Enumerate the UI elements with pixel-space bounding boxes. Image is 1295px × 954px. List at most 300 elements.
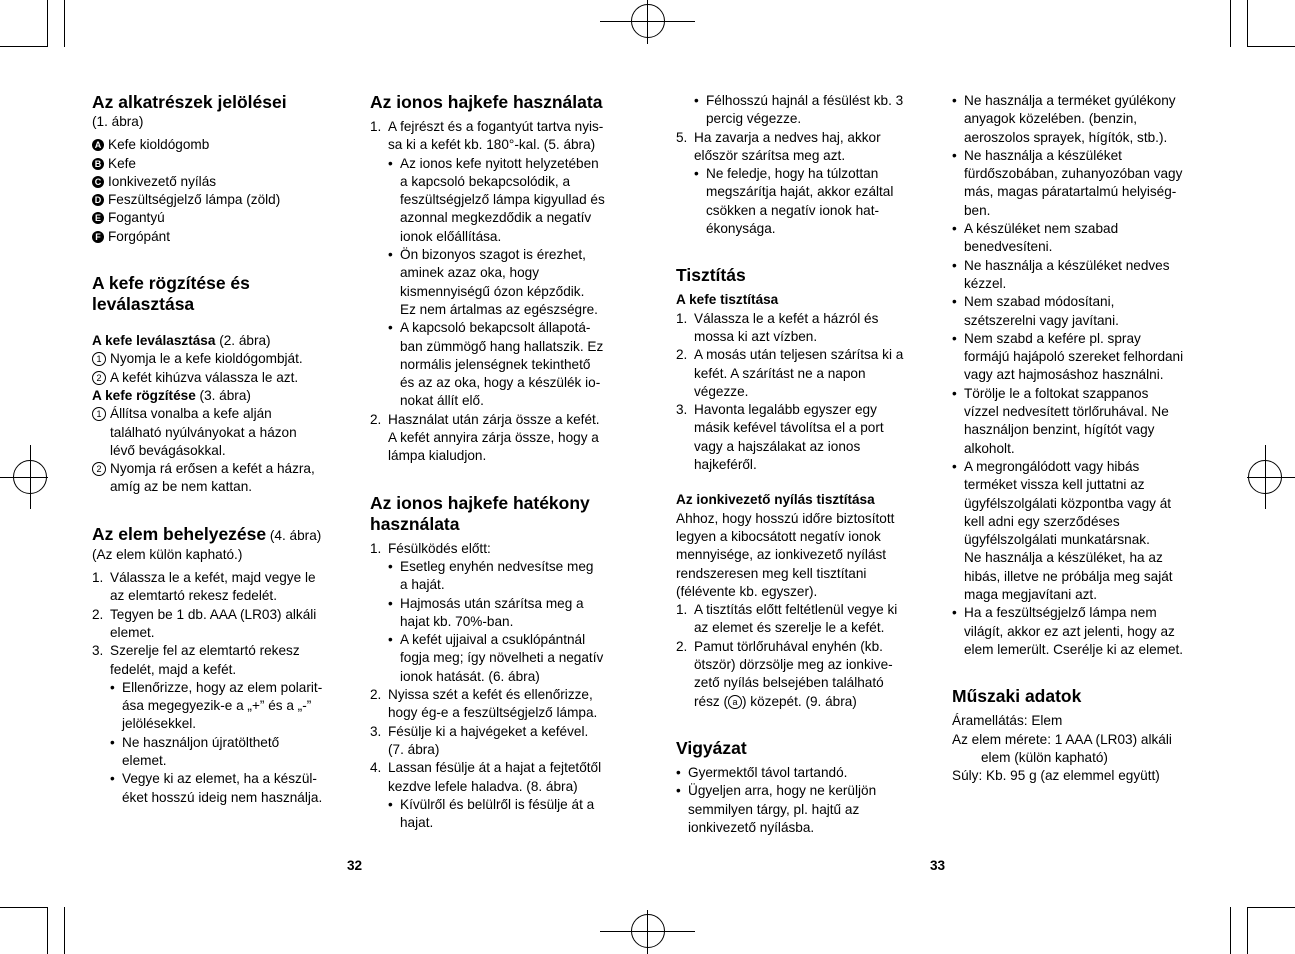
step-text <box>694 346 938 401</box>
bullet: • <box>694 166 699 182</box>
text-line: végezze. <box>694 383 749 399</box>
step-number: 2. <box>676 347 688 363</box>
parts-figure-ref: (1. ábra) <box>92 114 144 129</box>
part-label: Kefe kioldógomb <box>108 137 210 153</box>
text-line: A kefét ujjaival a csuklópántnál <box>400 632 586 648</box>
bullet: • <box>388 247 393 263</box>
text-line: A megrongálódott vagy hibás <box>964 458 1140 474</box>
column-1 <box>92 92 348 807</box>
text-line: Törölje le a foltokat szappanos <box>964 385 1149 401</box>
text-line: hajkeféről. <box>694 457 757 473</box>
text-line: Ne használja a terméket gyúlékony <box>964 93 1176 108</box>
text-line: Hajmosás után szárítsa meg a <box>400 595 584 611</box>
letter-badge: A <box>92 139 104 151</box>
bullet-item <box>952 330 1214 385</box>
step-text <box>110 405 297 460</box>
bullet: • <box>694 93 699 108</box>
step-number: 1. <box>370 540 382 556</box>
letter-badge: B <box>92 158 104 170</box>
text-line: Gyermektől távol tartandó. <box>688 764 848 780</box>
part-item <box>92 136 348 154</box>
bullet: • <box>952 605 957 621</box>
text-line: A készüléket nem szabad <box>964 221 1119 237</box>
bullet-item <box>388 558 628 595</box>
text-line: anyagok közelében. (benzin, <box>964 111 1138 127</box>
text-line: Az ionos kefe nyitott helyzetében <box>400 155 599 171</box>
text-line: a haját. <box>400 577 445 593</box>
bullet-text <box>122 734 348 771</box>
step-text <box>388 723 628 760</box>
bullet: • <box>388 632 393 648</box>
text-line: a kapcsoló bekapcsolódik, a <box>400 173 571 189</box>
text-line: lévő bevágásokkal. <box>110 442 226 458</box>
subheading-outlet-cleaning: Az ionkivezető nyílás tisztítása <box>676 492 875 508</box>
subheading-brush-cleaning: A kefe tisztítása <box>676 292 779 308</box>
numbered-step <box>92 642 348 679</box>
part-item <box>92 228 348 246</box>
text-line: Vegye ki az elemet, ha a készül- <box>122 771 317 787</box>
text-line: használjon benzint, hígítót vagy <box>964 422 1155 438</box>
text-line: ügyfélszolgálati központba vagy át <box>964 495 1172 511</box>
bullet-text <box>400 595 628 632</box>
numbered-step <box>676 401 938 474</box>
numbered-step <box>370 118 628 155</box>
heading-specs: Műszaki adatok <box>952 686 1082 707</box>
text-line: sa ki a kefét kb. 180°-kal. (5. ábra) <box>388 137 596 153</box>
bullet-item <box>694 92 938 129</box>
heading-effective-use <box>370 493 628 535</box>
text-line: Fésülje ki a hajvégeket a kefével. <box>388 723 589 739</box>
numbered-step <box>370 540 628 558</box>
bullet-item <box>952 293 1214 330</box>
text-line: mennyisége, az ionkivezető nyílást <box>676 547 887 563</box>
heading-line: leválasztása <box>92 294 195 315</box>
step-number: 2 <box>92 371 106 385</box>
text-line: Esetleg enyhén nedvesítse meg <box>400 558 594 574</box>
text-line: vagy a hajszálakat az ionos <box>694 438 861 454</box>
text-line: Tegyen be 1 db. AAA (LR03) alkáli <box>110 606 317 622</box>
text-line: terméket vissza kell juttatni az <box>964 477 1145 493</box>
text-line: ionok hatását. (6. ábra) <box>400 668 540 684</box>
heading-line: használata <box>370 513 460 534</box>
step-number: 1. <box>370 119 382 134</box>
registration-mark <box>30 445 31 509</box>
subheading-attach <box>92 387 348 405</box>
step-number: 1. <box>676 310 688 326</box>
part-item <box>92 173 348 191</box>
step-number: 3. <box>370 723 382 739</box>
text-line: ionok előállítása. <box>400 228 502 244</box>
text-line: kezdve lefele haladva. (8. ábra) <box>388 778 578 794</box>
part-item <box>92 209 348 227</box>
step-text: Nyomja le a kefe kioldógombját. <box>110 351 303 367</box>
text-line: rész ( <box>694 693 728 709</box>
text-line: Állítsa vonalba a kefe alján <box>110 406 272 422</box>
text-line: éket hosszú ideig nem használja. <box>122 789 323 805</box>
part-label: Kefe <box>108 155 136 171</box>
step-number: 4. <box>370 760 382 776</box>
letter-badge: C <box>92 176 104 188</box>
text-line: (7. ábra) <box>388 741 440 757</box>
bullet-item <box>952 220 1214 257</box>
bullet: • <box>110 734 115 750</box>
text-line: Válassza le a kefét a házról és <box>694 310 879 326</box>
bullet-text <box>964 293 1214 330</box>
text-line: Nyomja rá erősen a kefét a házra, <box>110 461 315 477</box>
text-line: Nyissa szét a kefét és ellenőrizze, <box>388 687 593 703</box>
text-line: azonnal megkezdődik a negatív <box>400 210 592 226</box>
crop-mark <box>1230 907 1231 954</box>
bullet-text <box>400 319 628 410</box>
bullet-text <box>964 458 1214 604</box>
part-item <box>92 155 348 173</box>
part-item <box>92 191 348 209</box>
registration-mark <box>1265 445 1266 509</box>
bullet-item <box>388 796 628 833</box>
text-line: másik kefével távolítsa el a port <box>694 420 884 436</box>
text-line: fürdőszobában, zuhanyozóban vagy <box>964 166 1183 182</box>
numbered-step <box>370 759 628 796</box>
text-line: formájú hajápoló szereket felhordani <box>964 349 1184 365</box>
bullet-text <box>964 220 1214 257</box>
registration-mark <box>647 0 648 44</box>
text-line: az elemtartó rekesz fedelét. <box>110 588 277 604</box>
bullet: • <box>676 783 681 799</box>
step-text <box>388 686 628 723</box>
text-line: Ön bizonyos szagot is érezhet, <box>400 247 586 263</box>
bullet-text <box>964 385 1214 458</box>
text-line: Lassan fésülje át a hajat a fejtetőtől <box>388 760 602 776</box>
step-text: A kefét kihúzva válassza le azt. <box>110 369 299 385</box>
step-number: 1 <box>92 407 106 421</box>
step-text <box>694 401 938 474</box>
text-line: elem lemerült. Cserélje ki az elemet. <box>964 641 1184 657</box>
subheading-title: A kefe rögzítése <box>92 387 196 403</box>
text-line: vízzel nedvesített törlőruhával. Ne <box>964 404 1169 420</box>
numbered-step <box>370 411 628 466</box>
part-label: Feszültségjelző lámpa (zöld) <box>108 192 281 208</box>
numbered-step <box>676 638 938 711</box>
part-label: Fogantyú <box>108 210 165 226</box>
text-line: Pamut törlőruhával enyhén (kb. <box>694 638 883 654</box>
part-label: Forgópánt <box>108 228 170 244</box>
battery-note: (Az elem külön kapható.) <box>92 546 243 562</box>
numbered-step <box>676 601 938 638</box>
outlet-paragraph <box>676 510 938 601</box>
column-4 <box>952 92 1214 785</box>
bullet-item <box>952 147 1214 220</box>
text-line: percig végezze. <box>706 111 802 127</box>
text-line: amíg az be nem kattan. <box>110 479 253 495</box>
text-line: nokat állít elő. <box>400 393 484 409</box>
spec-weight: Súly: Kb. 95 g (az elemmel együtt) <box>952 768 1160 784</box>
heading-line: A kefe rögzítése és <box>92 273 250 294</box>
text-line: normális jelenségnek tekinthető <box>400 356 591 372</box>
text-line: semmilyen tárgy, pl. hajtű az <box>688 801 860 817</box>
text-line: ása megegyezik-e a „+” és a „-” <box>122 698 312 714</box>
bullet-item <box>952 604 1214 659</box>
text-line: és az az oka, hogy a készülék io- <box>400 375 601 391</box>
text-line: Ne használja a készüléket <box>964 147 1122 163</box>
numbered-step <box>92 606 348 643</box>
step-text <box>110 606 348 643</box>
text-line: Nem szabd a kefére pl. spray <box>964 330 1141 346</box>
step-text <box>388 118 628 155</box>
heading-attach <box>92 273 348 315</box>
text-line: Ahhoz, hogy hosszú időre biztosított <box>676 510 895 526</box>
text-line: Félhosszú hajnál a fésülést kb. 3 <box>706 93 904 108</box>
heading-caution: Vigyázat <box>676 737 747 758</box>
text-line: vagy azt hajmosáshoz használni. <box>964 367 1164 383</box>
part-label: Ionkivezető nyílás <box>108 173 217 189</box>
step-text <box>694 601 938 638</box>
numbered-step <box>92 569 348 606</box>
bullet-text <box>964 604 1214 659</box>
bullet-item <box>110 770 348 807</box>
bullet-text <box>400 631 628 686</box>
text-line: hogy ég-e a feszültségjelző lámpa. <box>388 705 598 721</box>
step-number: 1 <box>92 352 106 366</box>
step-item <box>92 350 348 368</box>
text-line: Ügyeljen arra, hogy ne kerüljön <box>688 783 877 799</box>
step-number: 2. <box>92 606 104 622</box>
bullet: • <box>952 458 957 474</box>
bullet-text <box>400 155 628 246</box>
step-text <box>110 460 315 497</box>
step-number: 3. <box>676 402 688 418</box>
text-line: szétszerelni vagy javítani. <box>964 312 1119 328</box>
text-line: más, magas páratartalmú helyiség- <box>964 184 1177 200</box>
heading-parts: Az alkatrészek jelölései <box>92 92 287 112</box>
text-line: lámpa kialudjon. <box>388 448 487 464</box>
text-line: maga megjavítani azt. <box>964 587 1097 603</box>
step-number: 2. <box>370 411 382 427</box>
bullet-item <box>694 165 938 238</box>
bullet: • <box>952 385 957 401</box>
numbered-step <box>676 310 938 347</box>
crop-mark <box>0 907 47 908</box>
text-line: Válassza le a kefét, majd vegye le <box>110 570 316 586</box>
text-line: megszárítja haját, akkor ezáltal <box>706 184 894 200</box>
text-line: ) közepét. (9. ábra) <box>741 693 857 709</box>
bullet-text <box>400 796 628 833</box>
text-line: elemet. <box>110 624 155 640</box>
text-line: legyen a kibocsátott negatív ionok <box>676 528 881 544</box>
registration-mark <box>647 910 648 954</box>
crop-mark <box>64 0 65 47</box>
heading-battery <box>92 524 348 546</box>
text-line: Ne használja a készüléket, ha az <box>964 550 1163 566</box>
bullet-text <box>688 782 938 837</box>
figure-ref: (3. ábra) <box>195 387 251 403</box>
step-text: Fésülködés előtt: <box>388 540 491 556</box>
step-text <box>110 569 348 606</box>
bullet-item <box>952 92 1214 147</box>
step-number: 1. <box>676 602 688 618</box>
bullet: • <box>388 155 393 171</box>
heading-use: Az ionos hajkefe használata <box>370 92 603 112</box>
bullet-text <box>400 558 628 595</box>
text-line: hajat kb. 70%-ban. <box>400 613 514 629</box>
text-line: kézzel. <box>964 275 1007 291</box>
registration-mark <box>0 477 48 478</box>
bullet-item <box>110 734 348 771</box>
bullet-item <box>388 595 628 632</box>
text-line: Ha zavarja a nedves haj, akkor <box>694 129 881 145</box>
step-text <box>694 129 938 166</box>
text-line: fogja meg; így növelheti a negatív <box>400 650 604 666</box>
text-line: Ha a feszültségjelző lámpa nem <box>964 605 1157 621</box>
bullet-item <box>388 631 628 686</box>
text-line: rendszeresen meg kell tisztítani <box>676 565 867 581</box>
text-line: elemet. <box>122 753 167 769</box>
bullet-item <box>676 782 938 837</box>
heading-line: Az ionos hajkefe hatékony <box>370 492 590 513</box>
bullet: • <box>388 796 393 812</box>
bullet-item <box>388 319 628 410</box>
subheading-title: A kefe leválasztása <box>92 333 216 349</box>
bullet-text <box>400 246 628 319</box>
step-number: 1. <box>92 570 104 586</box>
step-number: 2. <box>676 638 688 654</box>
page-number-right: 33 <box>930 858 946 873</box>
bullet: • <box>952 257 957 273</box>
bullet: • <box>676 764 681 780</box>
bullet-item <box>952 257 1214 294</box>
bullet-item <box>676 764 938 782</box>
crop-mark <box>1248 46 1295 47</box>
step-text <box>110 642 348 679</box>
text-line: fedelét, majd a kefét. <box>110 661 237 677</box>
figure-ref: (2. ábra) <box>215 333 271 349</box>
circled-letter: a <box>728 695 742 709</box>
bullet: • <box>388 320 393 336</box>
text-line: Havonta legalább egyszer egy <box>694 402 877 418</box>
step-text <box>694 310 938 347</box>
text-line: kefét. A szárítást ne a napon <box>694 365 866 381</box>
text-line: Nem szabad módosítani, <box>964 294 1115 310</box>
text-line: alkoholt. <box>964 440 1015 456</box>
text-line: Ez nem ártalmas az egészségre. <box>400 301 598 317</box>
bullet-item <box>388 246 628 319</box>
step-item <box>92 369 348 387</box>
numbered-step <box>676 346 938 401</box>
text-line: kell adni egy szerződéses <box>964 513 1120 529</box>
spec-power: Áramellátás: Elem <box>952 713 1063 729</box>
column-3 <box>676 92 938 837</box>
subheading-detach <box>92 332 348 350</box>
text-line: kismennyiségű ózon képződik. <box>400 283 585 299</box>
step-number: 5. <box>676 129 688 145</box>
text-line: található nyúlványokat a házon <box>110 424 297 440</box>
text-line: ügyfélszolgálati munkatársnak. <box>964 532 1150 548</box>
text-line: Szerelje fel az elemtartó rekesz <box>110 643 300 659</box>
bullet: • <box>952 330 957 346</box>
bullet-text <box>688 764 938 782</box>
step-text <box>388 759 628 796</box>
text-line: (félévente kb. egyszer). <box>676 583 818 599</box>
text-line: Ellenőrizze, hogy az elem polarit- <box>122 679 323 695</box>
page-number-left: 32 <box>347 858 363 873</box>
text-line: aeroszolos sprayek, hígítók, stb.). <box>964 129 1168 145</box>
step-number: 2. <box>370 687 382 703</box>
column-2 <box>370 92 628 832</box>
spec-battery-size-cont: elem (külön kapható) <box>981 749 1108 765</box>
crop-mark <box>1247 907 1248 954</box>
numbered-step <box>370 686 628 723</box>
bullet-item <box>952 385 1214 458</box>
bullet-item <box>952 458 1214 604</box>
heading-cleaning: Tisztítás <box>676 265 746 286</box>
crop-mark <box>1247 0 1248 47</box>
text-line: ban zümmögő hang hallatszik. Ez <box>400 338 604 354</box>
step-number: 3. <box>92 643 104 659</box>
text-line: ionkivezető nyílásba. <box>688 819 815 835</box>
text-line: jelölésekkel. <box>122 716 197 732</box>
bullet-text <box>964 330 1214 385</box>
text-line: először szárítsa meg azt. <box>694 147 846 163</box>
text-line: hajat. <box>400 815 434 831</box>
text-line: Használat után zárja össze a kefét. <box>388 411 600 427</box>
letter-badge: E <box>92 212 104 224</box>
text-line: Ne használjon újratölthető <box>122 734 280 750</box>
bullet-text <box>122 679 348 734</box>
bullet-text <box>964 257 1214 294</box>
bullet-item <box>110 679 348 734</box>
crop-mark <box>64 907 65 954</box>
text-line: mossa ki azt vízben. <box>694 328 818 344</box>
step-item <box>92 405 348 460</box>
heading-title: Az elem behelyezése <box>92 523 267 544</box>
text-line: feszültségjelző lámpa kigyullad és <box>400 192 605 208</box>
text-line: Ne használja a készüléket nedves <box>964 257 1170 273</box>
text-line: ben. <box>964 202 991 218</box>
bullet-text <box>706 165 938 238</box>
bullet-text <box>706 92 938 129</box>
crop-mark <box>47 907 48 954</box>
text-line: A mosás után teljesen szárítsa ki a <box>694 347 904 363</box>
bullet-text <box>964 147 1214 220</box>
bullet: • <box>952 147 957 163</box>
text-line: ötször) dörzsölje meg az ionkive- <box>694 657 893 673</box>
text-line: A tisztítás előtt feltétlenül vegye ki <box>694 602 898 618</box>
bullet-item <box>388 155 628 246</box>
letter-badge: F <box>92 231 104 243</box>
numbered-step <box>370 723 628 760</box>
bullet: • <box>952 294 957 310</box>
text-line: Ne feledje, hogy ha túlzottan <box>706 166 879 182</box>
numbered-step <box>676 129 938 166</box>
bullet: • <box>952 221 957 237</box>
bullet: • <box>110 679 115 695</box>
text-line: az elemet és szerelje le a kefét. <box>694 620 885 636</box>
text-line: A kapcsoló bekapcsolt állapotá- <box>400 320 591 336</box>
bullet: • <box>388 558 393 574</box>
step-text <box>388 411 628 466</box>
text-line: aminek azaz oka, hogy <box>400 265 540 281</box>
bullet: • <box>952 93 957 108</box>
step-item <box>92 460 348 497</box>
spec-battery-size: Az elem mérete: 1 AAA (LR03) alkáli <box>952 731 1172 747</box>
bullet: • <box>388 595 393 611</box>
text-line: benedvesíteni. <box>964 239 1053 255</box>
letter-badge: D <box>92 194 104 206</box>
figure-ref: (4. ábra) <box>266 527 322 543</box>
text-line: ékonysága. <box>706 221 776 237</box>
crop-mark <box>1248 907 1295 908</box>
crop-mark <box>1230 0 1231 47</box>
step-number: 2 <box>92 462 106 476</box>
